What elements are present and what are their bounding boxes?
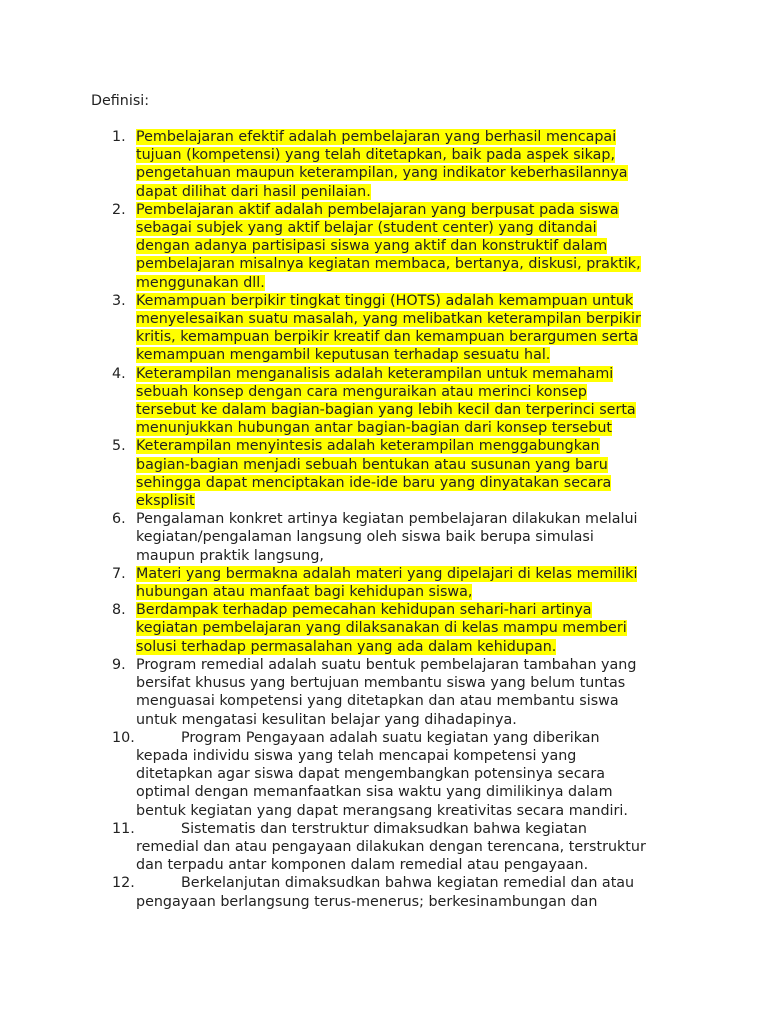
list-item-text: sebuah konsep dengan cara menguraikan atau merinci konsep bbox=[136, 383, 587, 400]
list-item-line bbox=[136, 692, 676, 710]
list-item-line bbox=[136, 365, 676, 383]
list-item-number: 8. bbox=[112, 602, 126, 619]
list-item-number: 11. bbox=[112, 820, 135, 837]
list-item-text: Keterampilan menyintesis adalah keterampilan menggabungkan bbox=[136, 438, 600, 455]
list-item-number: 3. bbox=[112, 292, 126, 309]
list-item-text: Materi yang bermakna adalah materi yang dipelajari di kelas memiliki bbox=[136, 565, 638, 582]
list-item-text: solusi terhadap permasalahan yang ada dalam kehidupan. bbox=[136, 638, 557, 655]
list-item-line bbox=[136, 128, 676, 146]
list-item-line bbox=[136, 274, 676, 292]
list-item-text: hubungan atau manfaat bagi kehidupan siswa, bbox=[136, 584, 473, 601]
list-item bbox=[0, 729, 676, 820]
list-item-text: sehingga dapat menciptakan ide-ide baru yang dinyatakan secara bbox=[136, 474, 612, 491]
list-item-text: Keterampilan menganalisis adalah keterampilan untuk memahami bbox=[136, 365, 614, 382]
list-item-text: kritis, kemampuan berpikir kreatif dan kemampuan berargumen serta bbox=[136, 329, 639, 346]
list-item-line bbox=[136, 893, 676, 911]
list-item-text: Program Pengayaan adalah suatu kegiatan yang diberikan bbox=[181, 729, 600, 746]
list-item-line bbox=[136, 456, 676, 474]
list-item bbox=[0, 292, 676, 365]
list-item-line bbox=[136, 619, 676, 637]
list-item-number: 2. bbox=[112, 201, 126, 218]
list-item-line bbox=[136, 383, 676, 401]
list-item-line bbox=[136, 638, 676, 656]
list-item-text: sebagai subjek yang aktif belajar (student center) yang ditandai bbox=[136, 220, 597, 237]
list-item-number: 6. bbox=[112, 511, 126, 528]
list-item-line bbox=[136, 838, 676, 856]
list-item-line bbox=[136, 802, 676, 820]
list-item-line bbox=[136, 346, 676, 364]
list-item-line bbox=[136, 765, 676, 783]
list-item-line bbox=[136, 164, 676, 182]
list-item bbox=[0, 874, 676, 910]
list-item-line bbox=[136, 437, 676, 455]
list-item-line bbox=[136, 711, 676, 729]
list-item bbox=[0, 128, 676, 201]
list-item bbox=[0, 565, 676, 601]
list-item-line bbox=[136, 601, 676, 619]
list-item-text: Pembelajaran aktif adalah pembelajaran yang berpusat pada siswa bbox=[136, 201, 619, 218]
list-item bbox=[0, 656, 676, 729]
list-item-text: Berkelanjutan dimaksudkan bahwa kegiatan remedial dan atau bbox=[181, 875, 635, 892]
list-item-number: 12. bbox=[112, 875, 135, 892]
list-item-text: dan terpadu antar komponen dalam remedial atau pengayaan. bbox=[136, 857, 589, 874]
list-item-text: menggunakan dll. bbox=[136, 274, 265, 291]
list-item-text: remedial dan atau pengayaan dilakukan dengan terencana, terstruktur bbox=[136, 838, 646, 855]
list-item-line bbox=[136, 328, 676, 346]
list-item-text: untuk mengatasi kesulitan belajar yang dihadapinya. bbox=[136, 711, 517, 728]
list-item-line bbox=[136, 510, 676, 528]
list-item bbox=[0, 510, 676, 565]
list-item-number: 4. bbox=[112, 365, 126, 382]
list-item-line bbox=[136, 292, 676, 310]
list-item-text: tersebut ke dalam bagian-bagian yang lebih kecil dan terperinci serta bbox=[136, 402, 636, 419]
list-item-text: menunjukkan hubungan antar bagian-bagian dari konsep tersebut bbox=[136, 420, 613, 437]
list-item-text: menguasai kompetensi yang ditetapkan dan atau membantu siswa bbox=[136, 693, 619, 710]
definition-list bbox=[0, 128, 768, 911]
list-item-line bbox=[136, 565, 676, 583]
list-item-text: bentuk kegiatan yang dapat merangsang kreativitas secara mandiri. bbox=[136, 802, 628, 819]
list-item-text: kegiatan pembelajaran yang dilaksanakan di kelas mampu memberi bbox=[136, 620, 627, 637]
list-item-text: ditetapkan agar siswa dapat mengembangkan potensinya secara bbox=[136, 766, 605, 783]
list-item-text: Sistematis dan terstruktur dimaksudkan bahwa kegiatan bbox=[181, 820, 587, 837]
list-item-text: bersifat khusus yang bertujuan membantu siswa yang belum tuntas bbox=[136, 675, 626, 692]
list-item-text: Kemampuan berpikir tingkat tinggi (HOTS) adalah kemampuan untuk bbox=[136, 292, 634, 309]
list-item-text: Program remedial adalah suatu bentuk pembelajaran tambahan yang bbox=[136, 656, 637, 673]
list-item-text: optimal dengan memanfaatkan sisa waktu yang dimilikinya dalam bbox=[136, 784, 613, 801]
list-item-line bbox=[136, 219, 676, 237]
list-item bbox=[0, 437, 676, 510]
list-item-number: 1. bbox=[112, 129, 126, 145]
list-item-line bbox=[136, 656, 676, 674]
list-item bbox=[0, 601, 676, 656]
list-item-text: pengetahuan maupun keterampilan, yang indikator keberhasilannya bbox=[136, 165, 628, 182]
list-item-line bbox=[136, 874, 676, 892]
list-item-text: kepada individu siswa yang telah mencapai kompetensi yang bbox=[136, 747, 577, 764]
list-item-text: Pembelajaran efektif adalah pembelajaran yang berhasil mencapai bbox=[136, 129, 617, 145]
list-item-line bbox=[136, 255, 676, 273]
list-item-text: eksplisit bbox=[136, 493, 195, 510]
list-item-line bbox=[136, 310, 676, 328]
list-item bbox=[0, 365, 676, 438]
list-item-number: 9. bbox=[112, 656, 126, 673]
list-item-text: kemampuan mengambil keputusan terhadap sesuatu hal. bbox=[136, 347, 551, 364]
list-item-text: pengayaan berlangsung terus-menerus; berkesinambungan dan bbox=[136, 893, 598, 910]
list-item-line bbox=[136, 183, 676, 201]
list-item-text: tujuan (kompetensi) yang telah ditetapkan, baik pada aspek sikap, bbox=[136, 147, 616, 164]
list-item-line bbox=[136, 401, 676, 419]
list-item-line bbox=[136, 747, 676, 765]
list-item-text: dapat dilihat dari hasil penilaian. bbox=[136, 183, 371, 200]
list-item-text: dengan adanya partisipasi siswa yang aktif dan konstruktif dalam bbox=[136, 238, 608, 255]
list-item-text: Pengalaman konkret artinya kegiatan pembelajaran dilakukan melalui bbox=[136, 511, 638, 528]
list-item bbox=[0, 820, 676, 875]
list-item-text: pembelajaran misalnya kegiatan membaca, bertanya, diskusi, praktik, bbox=[136, 256, 641, 273]
list-item-line bbox=[136, 492, 676, 510]
list-item bbox=[0, 201, 676, 292]
list-item-number: 10. bbox=[112, 729, 135, 746]
list-item-line bbox=[136, 419, 676, 437]
list-item-text: Berdampak terhadap pemecahan kehidupan sehari-hari artinya bbox=[136, 602, 592, 619]
list-item-line bbox=[136, 201, 676, 219]
list-item-line bbox=[136, 474, 676, 492]
list-item-text: bagian-bagian menjadi sebuah bentukan atau susunan yang baru bbox=[136, 456, 608, 473]
list-item-line bbox=[136, 856, 676, 874]
list-item-line bbox=[136, 146, 676, 164]
list-item-line bbox=[136, 547, 676, 565]
list-item-line bbox=[136, 729, 676, 747]
list-item-line bbox=[136, 783, 676, 801]
list-item-line bbox=[136, 237, 676, 255]
list-item-line bbox=[136, 583, 676, 601]
list-item-number: 5. bbox=[112, 438, 126, 455]
list-item-text: menyelesaikan suatu masalah, yang melibatkan keterampilan berpikir bbox=[136, 311, 641, 328]
list-item-line bbox=[136, 528, 676, 546]
list-item-line bbox=[136, 820, 676, 838]
list-item-text: maupun praktik langsung, bbox=[136, 547, 324, 564]
list-item-line bbox=[136, 674, 676, 692]
list-item-text: kegiatan/pengalaman langsung oleh siswa baik berupa simulasi bbox=[136, 529, 594, 546]
definition-heading: Definisi: bbox=[91, 93, 150, 109]
list-item-number: 7. bbox=[112, 565, 126, 582]
